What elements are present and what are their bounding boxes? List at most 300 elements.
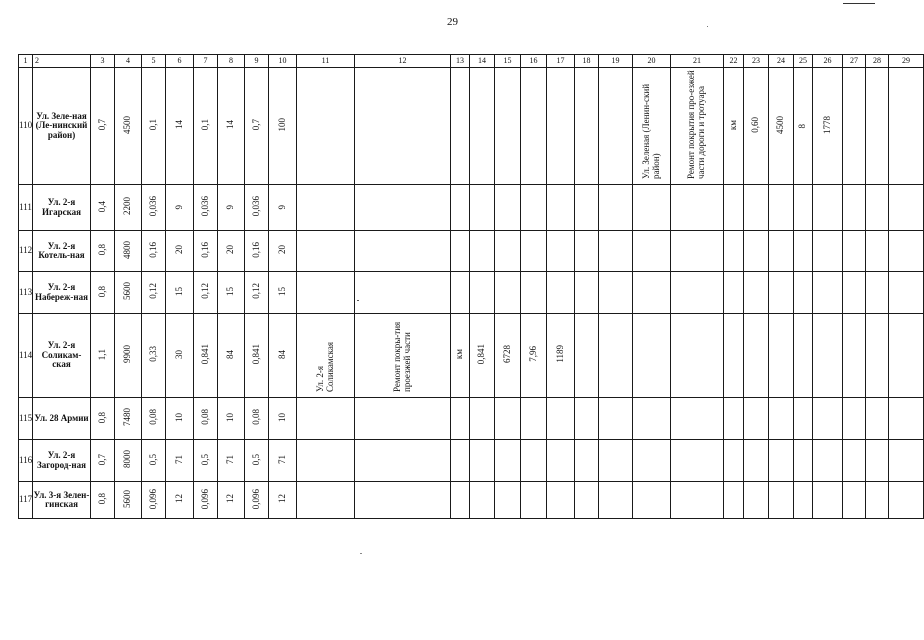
cell-value: км (727, 119, 738, 130)
header-cell: 22 (724, 55, 744, 68)
cell-value: 0,7 (96, 453, 107, 465)
cell-value: 0,7 (96, 119, 107, 131)
cell-col-16 (521, 440, 547, 482)
cell-col-24 (769, 272, 794, 314)
cell-col-21 (671, 185, 724, 231)
row-number: 114 (19, 314, 33, 398)
cell-col-24 (769, 440, 794, 482)
street-name: Ул. 2-я Набереж-ная (33, 272, 91, 314)
cell-col-24 (769, 482, 794, 519)
cell-col-9 (245, 482, 269, 519)
cell-col-15 (495, 440, 521, 482)
cell-col-6 (166, 185, 194, 231)
cell-col-7 (194, 398, 218, 440)
cell-col-3 (91, 440, 115, 482)
cell-col-14 (470, 398, 495, 440)
cell-value: 0,60 (750, 116, 761, 133)
cell-col-29 (889, 314, 924, 398)
cell-col-9 (245, 231, 269, 272)
cell-col-29 (889, 231, 924, 272)
cell-value: 6728 (501, 345, 512, 364)
cell-col-23 (744, 68, 769, 185)
cell-col-8 (218, 314, 245, 398)
cell-col-21 (671, 272, 724, 314)
cell-col-17 (547, 314, 575, 398)
cell-value: 4500 (775, 115, 786, 134)
cell-col-23 (744, 185, 769, 231)
cell-value: 15 (276, 286, 287, 296)
cell-col-27 (843, 68, 866, 185)
cell-col-22 (724, 314, 744, 398)
cell-col-13 (451, 272, 470, 314)
cell-col-9 (245, 398, 269, 440)
stray-mark (360, 553, 362, 554)
header-cell: 11 (297, 55, 355, 68)
cell-col-12 (355, 440, 451, 482)
cell-col-15 (495, 231, 521, 272)
cell-col-29 (889, 272, 924, 314)
table-row (19, 314, 924, 398)
cell-col-16 (521, 185, 547, 231)
cell-col-6 (166, 68, 194, 185)
cell-col-16 (521, 231, 547, 272)
cell-col-3 (91, 272, 115, 314)
cell-col-19 (599, 440, 633, 482)
header-cell: 17 (547, 55, 575, 68)
cell-col-7 (194, 185, 218, 231)
cell-col-17 (547, 440, 575, 482)
page-number: 29 (447, 16, 458, 28)
cell-col-14 (470, 185, 495, 231)
cell-col-8 (218, 231, 245, 272)
cell-value: 84 (225, 349, 236, 359)
table-row (19, 482, 924, 519)
cell-value: 71 (225, 454, 236, 464)
cell-col-23 (744, 231, 769, 272)
cell-col-7 (194, 231, 218, 272)
cell-col-8 (218, 185, 245, 231)
cell-col-12 (355, 314, 451, 398)
cell-col-28 (866, 272, 889, 314)
cell-col-5 (142, 314, 166, 398)
header-cell: 16 (521, 55, 547, 68)
cell-value: 0,5 (250, 453, 261, 465)
cell-col-20 (633, 482, 671, 519)
cell-col-20 (633, 68, 671, 185)
cell-col-12 (355, 398, 451, 440)
cell-col-17 (547, 231, 575, 272)
cell-col-28 (866, 482, 889, 519)
cell-col-24 (769, 231, 794, 272)
row-number: 115 (19, 398, 33, 440)
cell-col-4 (115, 482, 142, 519)
header-cell: 19 (599, 55, 633, 68)
cell-col-15 (495, 398, 521, 440)
street-name: Ул. 2-я Игарская (33, 185, 91, 231)
cell-col-18 (575, 185, 599, 231)
cell-col-9 (245, 314, 269, 398)
cell-value: 1,1 (96, 348, 107, 360)
cell-col-4 (115, 314, 142, 398)
cell-col-29 (889, 482, 924, 519)
cell-col-29 (889, 185, 924, 231)
cell-value: 10 (225, 412, 236, 422)
cell-col-20 (633, 398, 671, 440)
cell-col-23 (744, 398, 769, 440)
header-cell: 10 (269, 55, 297, 68)
cell-col-11 (297, 440, 355, 482)
cell-col-12 (355, 272, 451, 314)
cell-value: 20 (276, 245, 287, 255)
header-cell: 21 (671, 55, 724, 68)
cell-col-7 (194, 272, 218, 314)
cell-col-6 (166, 272, 194, 314)
header-cell: 23 (744, 55, 769, 68)
cell-col-15 (495, 314, 521, 398)
street-name: Ул. 3-я Зелен-гинская (33, 482, 91, 519)
street-name: Ул. 2-я Котель-ная (33, 231, 91, 272)
cell-col-20 (633, 231, 671, 272)
cell-col-28 (866, 398, 889, 440)
cell-col-15 (495, 185, 521, 231)
row-number: 117 (19, 482, 33, 519)
cell-col-10 (269, 272, 297, 314)
cell-value: 0,096 (250, 488, 261, 509)
cell-col-8 (218, 68, 245, 185)
cell-col-11 (297, 68, 355, 185)
cell-col-7 (194, 314, 218, 398)
cell-col-23 (744, 482, 769, 519)
cell-col-13 (451, 185, 470, 231)
header-cell: 4 (115, 55, 142, 68)
cell-value: 0,096 (147, 488, 158, 509)
cell-col-18 (575, 398, 599, 440)
cell-value: 0,08 (147, 409, 158, 426)
cell-col-19 (599, 68, 633, 185)
cell-col-4 (115, 231, 142, 272)
cell-col-17 (547, 482, 575, 519)
cell-col-18 (575, 314, 599, 398)
cell-col-16 (521, 68, 547, 185)
cell-col-14 (470, 314, 495, 398)
cell-col-17 (547, 68, 575, 185)
cell-col-22 (724, 185, 744, 231)
cell-col-6 (166, 398, 194, 440)
cell-col-10 (269, 231, 297, 272)
cell-value: 0,036 (199, 196, 210, 217)
cell-value: 0,16 (250, 241, 261, 258)
cell-value: 1778 (821, 115, 832, 134)
cell-col-14 (470, 440, 495, 482)
cell-value: 0,16 (147, 241, 158, 258)
cell-col-22 (724, 482, 744, 519)
cell-value: км (454, 349, 465, 360)
cell-col-19 (599, 272, 633, 314)
header-cell: 18 (575, 55, 599, 68)
cell-value: 0,8 (96, 493, 107, 505)
cell-col-24 (769, 185, 794, 231)
cell-col-4 (115, 398, 142, 440)
cell-value: 8000 (122, 450, 133, 469)
cell-value: 0,7 (250, 119, 261, 131)
cell-col-22 (724, 272, 744, 314)
cell-col-13 (451, 398, 470, 440)
cell-value: 4500 (122, 115, 133, 134)
cell-value: 100 (276, 118, 287, 132)
cell-col-19 (599, 185, 633, 231)
cell-col-3 (91, 68, 115, 185)
cell-col-13 (451, 68, 470, 185)
cell-col-26 (813, 68, 843, 185)
cell-col-10 (269, 314, 297, 398)
cell-col-7 (194, 440, 218, 482)
cell-col-26 (813, 398, 843, 440)
cell-col-14 (470, 482, 495, 519)
cell-col-14 (470, 231, 495, 272)
cell-value: Ремонт покры-тия проезжей части (391, 322, 412, 393)
cell-col-4 (115, 272, 142, 314)
cell-col-9 (245, 68, 269, 185)
cell-value: 0,08 (199, 409, 210, 426)
cell-col-3 (91, 231, 115, 272)
cell-value: 12 (225, 494, 236, 504)
street-name: Ул. 28 Армии (33, 398, 91, 440)
street-name: Ул. 2-я Соликам-ская (33, 314, 91, 398)
cell-col-25 (794, 68, 813, 185)
cell-value: 0,096 (199, 488, 210, 509)
cell-col-21 (671, 398, 724, 440)
cell-col-4 (115, 185, 142, 231)
cell-col-13 (451, 440, 470, 482)
cell-value: 15 (225, 286, 236, 296)
cell-value: 30 (173, 349, 184, 359)
street-name: Ул. 2-я Загород-ная (33, 440, 91, 482)
header-cell: 28 (866, 55, 889, 68)
cell-value: 0,1 (199, 119, 210, 131)
cell-col-6 (166, 231, 194, 272)
table-row (19, 68, 924, 185)
cell-col-25 (794, 314, 813, 398)
cell-col-23 (744, 314, 769, 398)
cell-col-17 (547, 272, 575, 314)
cell-value: Ремонт покрытия про-езжей части дороги и тротуара (686, 70, 706, 180)
row-number: 116 (19, 440, 33, 482)
cell-col-10 (269, 482, 297, 519)
cell-col-22 (724, 398, 744, 440)
cell-col-9 (245, 440, 269, 482)
cell-col-10 (269, 398, 297, 440)
cell-col-20 (633, 185, 671, 231)
cell-col-11 (297, 231, 355, 272)
cell-col-18 (575, 482, 599, 519)
cell-col-6 (166, 482, 194, 519)
cell-value: 0,841 (250, 344, 261, 365)
cell-value: Ул. Зеленая (Ленин-ский район) (640, 84, 661, 180)
cell-col-15 (495, 482, 521, 519)
cell-col-29 (889, 68, 924, 185)
cell-value: 7480 (122, 408, 133, 427)
row-number: 113 (19, 272, 33, 314)
cell-col-5 (142, 272, 166, 314)
cell-col-11 (297, 272, 355, 314)
cell-col-8 (218, 272, 245, 314)
header-cell: 20 (633, 55, 671, 68)
cell-col-26 (813, 231, 843, 272)
corner-rule (843, 3, 875, 4)
cell-col-16 (521, 398, 547, 440)
cell-col-28 (866, 185, 889, 231)
cell-value: 71 (173, 454, 184, 464)
cell-value: 0,8 (96, 411, 107, 423)
cell-col-25 (794, 231, 813, 272)
cell-value: 0,8 (96, 244, 107, 256)
cell-col-28 (866, 231, 889, 272)
cell-col-27 (843, 272, 866, 314)
cell-col-4 (115, 440, 142, 482)
cell-col-11 (297, 314, 355, 398)
cell-col-11 (297, 398, 355, 440)
cell-col-26 (813, 440, 843, 482)
cell-col-8 (218, 440, 245, 482)
header-cell: 9 (245, 55, 269, 68)
cell-value: 84 (276, 349, 287, 359)
cell-col-4 (115, 68, 142, 185)
stray-mark (707, 26, 708, 27)
cell-col-3 (91, 398, 115, 440)
cell-col-25 (794, 482, 813, 519)
table-row (19, 398, 924, 440)
cell-value: 15 (173, 286, 184, 296)
cell-col-27 (843, 440, 866, 482)
cell-value: 4800 (122, 240, 133, 259)
cell-value: 0,08 (250, 409, 261, 426)
header-cell: 6 (166, 55, 194, 68)
header-cell: 12 (355, 55, 451, 68)
cell-value: 0,841 (199, 344, 210, 365)
cell-col-28 (866, 314, 889, 398)
cell-col-10 (269, 440, 297, 482)
cell-col-17 (547, 398, 575, 440)
cell-col-3 (91, 482, 115, 519)
cell-col-5 (142, 68, 166, 185)
cell-col-6 (166, 440, 194, 482)
cell-col-28 (866, 440, 889, 482)
header-row (19, 55, 924, 68)
cell-col-11 (297, 482, 355, 519)
cell-col-19 (599, 398, 633, 440)
header-cell: 5 (142, 55, 166, 68)
cell-col-29 (889, 440, 924, 482)
cell-col-5 (142, 482, 166, 519)
cell-value: 0,12 (199, 283, 210, 300)
cell-col-25 (794, 440, 813, 482)
cell-value: Ул. 2-я Соликамская (314, 342, 335, 393)
cell-value: 0,841 (476, 344, 487, 365)
cell-col-7 (194, 68, 218, 185)
cell-value: 0,12 (250, 283, 261, 300)
cell-value: 71 (276, 454, 287, 464)
cell-col-13 (451, 314, 470, 398)
cell-col-23 (744, 272, 769, 314)
cell-col-21 (671, 231, 724, 272)
header-cell: 15 (495, 55, 521, 68)
cell-col-15 (495, 272, 521, 314)
cell-col-12 (355, 185, 451, 231)
row-number: 110 (19, 68, 33, 185)
cell-value: 9 (276, 205, 287, 210)
cell-col-12 (355, 482, 451, 519)
cell-col-12 (355, 231, 451, 272)
cell-value: 9900 (122, 345, 133, 364)
cell-col-18 (575, 231, 599, 272)
cell-col-18 (575, 272, 599, 314)
cell-value: 0,16 (199, 241, 210, 258)
cell-col-21 (671, 482, 724, 519)
header-cell: 7 (194, 55, 218, 68)
cell-col-22 (724, 231, 744, 272)
cell-value: 8 (797, 123, 808, 129)
cell-col-27 (843, 314, 866, 398)
cell-col-24 (769, 314, 794, 398)
cell-col-5 (142, 231, 166, 272)
cell-col-16 (521, 314, 547, 398)
cell-value: 0,33 (147, 346, 158, 363)
header-cell: 25 (794, 55, 813, 68)
cell-col-20 (633, 314, 671, 398)
cell-col-5 (142, 440, 166, 482)
cell-col-16 (521, 482, 547, 519)
cell-col-19 (599, 314, 633, 398)
cell-col-14 (470, 68, 495, 185)
cell-col-17 (547, 185, 575, 231)
cell-col-5 (142, 185, 166, 231)
cell-col-26 (813, 272, 843, 314)
cell-col-13 (451, 482, 470, 519)
cell-col-19 (599, 231, 633, 272)
cell-col-22 (724, 68, 744, 185)
cell-value: 0,12 (147, 283, 158, 300)
cell-col-25 (794, 185, 813, 231)
cell-col-24 (769, 68, 794, 185)
cell-col-19 (599, 482, 633, 519)
cell-col-18 (575, 68, 599, 185)
cell-col-25 (794, 272, 813, 314)
cell-value: 2200 (122, 197, 133, 216)
cell-col-8 (218, 398, 245, 440)
cell-col-9 (245, 272, 269, 314)
table-row (19, 231, 924, 272)
cell-col-26 (813, 185, 843, 231)
repair-table (18, 54, 924, 519)
cell-col-25 (794, 398, 813, 440)
header-cell: 24 (769, 55, 794, 68)
cell-col-11 (297, 185, 355, 231)
cell-value: 1189 (554, 345, 565, 364)
cell-value: 10 (276, 412, 287, 422)
header-cell: 13 (451, 55, 470, 68)
header-cell: 2 (33, 55, 91, 68)
cell-col-22 (724, 440, 744, 482)
cell-col-29 (889, 398, 924, 440)
cell-value: 0,8 (96, 285, 107, 297)
row-number: 112 (19, 231, 33, 272)
cell-col-3 (91, 314, 115, 398)
cell-col-13 (451, 231, 470, 272)
cell-col-27 (843, 231, 866, 272)
cell-col-27 (843, 482, 866, 519)
street-name: Ул. Зеле-ная (Ле-нинский район) (33, 68, 91, 185)
cell-col-15 (495, 68, 521, 185)
